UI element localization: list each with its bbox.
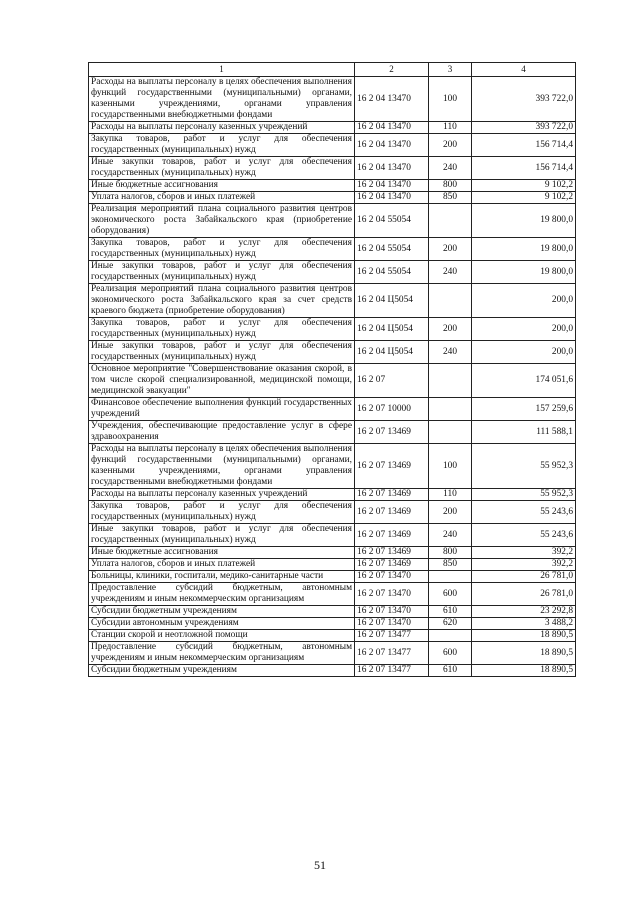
column-header-sum: 4 — [472, 63, 576, 77]
cell-type: 200 — [429, 318, 472, 341]
cell-type: 200 — [429, 238, 472, 261]
cell-sum: 393 722,0 — [472, 122, 576, 134]
cell-type: 240 — [429, 341, 472, 364]
table-row — [89, 444, 576, 489]
cell-sum: 19 800,0 — [472, 261, 576, 284]
cell-code: 16 2 07 13477 — [355, 630, 429, 642]
column-header-code: 2 — [355, 63, 429, 77]
cell-type — [429, 204, 472, 238]
table-row — [89, 583, 576, 606]
cell-code: 16 2 04 13470 — [355, 134, 429, 157]
cell-sum: 19 800,0 — [472, 204, 576, 238]
cell-code: 16 2 04 55054 — [355, 261, 429, 284]
cell-sum: 55 243,6 — [472, 501, 576, 524]
table-row — [89, 421, 576, 444]
cell-code: 16 2 07 13470 — [355, 583, 429, 606]
cell-sum: 200,0 — [472, 318, 576, 341]
cell-type — [429, 398, 472, 421]
cell-code: 16 2 04 13470 — [355, 180, 429, 192]
cell-name: Уплата налогов, сборов и иных платежей — [89, 192, 355, 204]
table-header-row — [89, 63, 576, 77]
cell-type — [429, 421, 472, 444]
cell-code: 16 2 07 13470 — [355, 571, 429, 583]
cell-type: 800 — [429, 180, 472, 192]
cell-type — [429, 284, 472, 318]
cell-name: Субсидии бюджетным учреждениям — [89, 606, 355, 618]
table-row — [89, 122, 576, 134]
cell-code: 16 2 07 13469 — [355, 489, 429, 501]
cell-type: 240 — [429, 157, 472, 180]
table-row — [89, 618, 576, 630]
table-row — [89, 180, 576, 192]
table-row — [89, 341, 576, 364]
cell-code: 16 2 04 55054 — [355, 238, 429, 261]
cell-type: 600 — [429, 642, 472, 665]
table-row — [89, 284, 576, 318]
column-header-type: 3 — [429, 63, 472, 77]
cell-code: 16 2 07 — [355, 364, 429, 398]
cell-name: Финансовое обеспечение выполнения функций государственных учреждений — [89, 398, 355, 421]
cell-name: Расходы на выплаты персоналу казенных учреждений — [89, 122, 355, 134]
cell-sum: 18 890,5 — [472, 665, 576, 677]
cell-type: 200 — [429, 134, 472, 157]
cell-type: 100 — [429, 444, 472, 489]
cell-code: 16 2 07 10000 — [355, 398, 429, 421]
cell-type: 610 — [429, 665, 472, 677]
cell-code: 16 2 04 Ц5054 — [355, 284, 429, 318]
table-row — [89, 559, 576, 571]
cell-code: 16 2 07 13477 — [355, 665, 429, 677]
cell-name: Уплата налогов, сборов и иных платежей — [89, 559, 355, 571]
cell-code: 16 2 04 13470 — [355, 77, 429, 122]
cell-sum: 55 952,3 — [472, 444, 576, 489]
cell-sum: 174 051,6 — [472, 364, 576, 398]
table-row — [89, 571, 576, 583]
table-row — [89, 318, 576, 341]
cell-name: Закупка товаров, работ и услуг для обеспечения государственных (муниципальных) нужд — [89, 238, 355, 261]
table-row — [89, 238, 576, 261]
cell-type — [429, 630, 472, 642]
table-row — [89, 157, 576, 180]
cell-name: Иные бюджетные ассигнования — [89, 547, 355, 559]
cell-sum: 392,2 — [472, 547, 576, 559]
cell-type: 850 — [429, 192, 472, 204]
cell-sum: 111 588,1 — [472, 421, 576, 444]
cell-type: 100 — [429, 77, 472, 122]
table-row — [89, 398, 576, 421]
cell-type — [429, 364, 472, 398]
cell-sum: 200,0 — [472, 284, 576, 318]
cell-type: 620 — [429, 618, 472, 630]
cell-name: Субсидии бюджетным учреждениям — [89, 665, 355, 677]
cell-name: Закупка товаров, работ и услуг для обеспечения государственных (муниципальных) нужд — [89, 318, 355, 341]
table-row — [89, 489, 576, 501]
cell-name: Предоставление субсидий бюджетным, автономным учреждениям и иным некоммерческим организациям — [89, 642, 355, 665]
cell-name: Основное мероприятие "Совершенствование оказания скорой, в том числе скорой специализированной, медицинской помощи, медицинской эвакуации" — [89, 364, 355, 398]
cell-sum: 19 800,0 — [472, 238, 576, 261]
cell-code: 16 2 07 13469 — [355, 501, 429, 524]
cell-type: 110 — [429, 489, 472, 501]
cell-sum: 55 952,3 — [472, 489, 576, 501]
cell-name: Предоставление субсидий бюджетным, автономным учреждениям и иным некоммерческим организациям — [89, 583, 355, 606]
cell-name: Больницы, клиники, госпитали, медико-санитарные части — [89, 571, 355, 583]
cell-sum: 392,2 — [472, 559, 576, 571]
cell-sum: 26 781,0 — [472, 583, 576, 606]
cell-name: Иные закупки товаров, работ и услуг для обеспечения государственных (муниципальных) нужд — [89, 341, 355, 364]
cell-sum: 26 781,0 — [472, 571, 576, 583]
table-row — [89, 77, 576, 122]
cell-type — [429, 571, 472, 583]
cell-code: 16 2 07 13469 — [355, 444, 429, 489]
cell-type: 240 — [429, 261, 472, 284]
cell-code: 16 2 04 13470 — [355, 157, 429, 180]
table-row — [89, 547, 576, 559]
cell-name: Расходы на выплаты персоналу казенных учреждений — [89, 489, 355, 501]
cell-name: Станции скорой и неотложной помощи — [89, 630, 355, 642]
cell-code: 16 2 04 Ц5054 — [355, 341, 429, 364]
table-row — [89, 364, 576, 398]
table-row — [89, 630, 576, 642]
cell-name: Иные закупки товаров, работ и услуг для обеспечения государственных (муниципальных) нужд — [89, 157, 355, 180]
cell-name: Иные бюджетные ассигнования — [89, 180, 355, 192]
table-row — [89, 261, 576, 284]
cell-name: Субсидии автономным учреждениям — [89, 618, 355, 630]
cell-type: 240 — [429, 524, 472, 547]
budget-table — [88, 62, 576, 677]
cell-type: 800 — [429, 547, 472, 559]
cell-name: Закупка товаров, работ и услуг для обеспечения государственных (муниципальных) нужд — [89, 134, 355, 157]
cell-name: Реализация мероприятий плана социального развития центров экономического роста Забайкальского края (приобретение оборудования) — [89, 204, 355, 238]
cell-name: Закупка товаров, работ и услуг для обеспечения государственных (муниципальных) нужд — [89, 501, 355, 524]
cell-sum: 3 488,2 — [472, 618, 576, 630]
cell-sum: 9 102,2 — [472, 192, 576, 204]
budget-table-body — [89, 63, 576, 677]
cell-sum: 157 259,6 — [472, 398, 576, 421]
cell-code: 16 2 07 13470 — [355, 606, 429, 618]
cell-sum: 393 722,0 — [472, 77, 576, 122]
cell-code: 16 2 07 13469 — [355, 421, 429, 444]
cell-sum: 18 890,5 — [472, 642, 576, 665]
cell-code: 16 2 04 Ц5054 — [355, 318, 429, 341]
cell-name: Реализация мероприятий плана социального развития центров экономического роста Забайкальского края за счет средств краевого бюджета (приобретение оборудования) — [89, 284, 355, 318]
cell-code: 16 2 07 13469 — [355, 547, 429, 559]
cell-name: Иные закупки товаров, работ и услуг для обеспечения государственных (муниципальных) нужд — [89, 524, 355, 547]
cell-type: 600 — [429, 583, 472, 606]
cell-type: 850 — [429, 559, 472, 571]
column-header-name: 1 — [89, 63, 355, 77]
cell-name: Иные закупки товаров, работ и услуг для обеспечения государственных (муниципальных) нужд — [89, 261, 355, 284]
table-row — [89, 665, 576, 677]
table-row — [89, 204, 576, 238]
cell-type: 200 — [429, 501, 472, 524]
cell-sum: 156 714,4 — [472, 134, 576, 157]
cell-code: 16 2 07 13469 — [355, 559, 429, 571]
cell-sum: 18 890,5 — [472, 630, 576, 642]
page-number: 51 — [314, 858, 326, 872]
table-row — [89, 524, 576, 547]
cell-sum: 9 102,2 — [472, 180, 576, 192]
cell-name: Расходы на выплаты персоналу в целях обеспечения выполнения функций государственными (муниципальными) органами, казенными учреждениями, органами управления государственными внебюджетными фондами — [89, 77, 355, 122]
cell-code: 16 2 04 13470 — [355, 192, 429, 204]
cell-name: Расходы на выплаты персоналу в целях обеспечения выполнения функций государственными (муниципальными) органами, казенными учреждениями, органами управления государственными внебюджетными фондами — [89, 444, 355, 489]
table-row — [89, 606, 576, 618]
cell-sum: 156 714,4 — [472, 157, 576, 180]
table-row — [89, 192, 576, 204]
cell-sum: 200,0 — [472, 341, 576, 364]
cell-name: Учреждения, обеспечивающие предоставление услуг в сфере здравоохранения — [89, 421, 355, 444]
table-row — [89, 134, 576, 157]
cell-type: 610 — [429, 606, 472, 618]
cell-code: 16 2 07 13469 — [355, 524, 429, 547]
cell-code: 16 2 07 13477 — [355, 642, 429, 665]
cell-code: 16 2 07 13470 — [355, 618, 429, 630]
cell-code: 16 2 04 13470 — [355, 122, 429, 134]
cell-code: 16 2 04 55054 — [355, 204, 429, 238]
cell-type: 110 — [429, 122, 472, 134]
cell-sum: 55 243,6 — [472, 524, 576, 547]
table-row — [89, 501, 576, 524]
cell-sum: 23 292,8 — [472, 606, 576, 618]
table-row — [89, 642, 576, 665]
